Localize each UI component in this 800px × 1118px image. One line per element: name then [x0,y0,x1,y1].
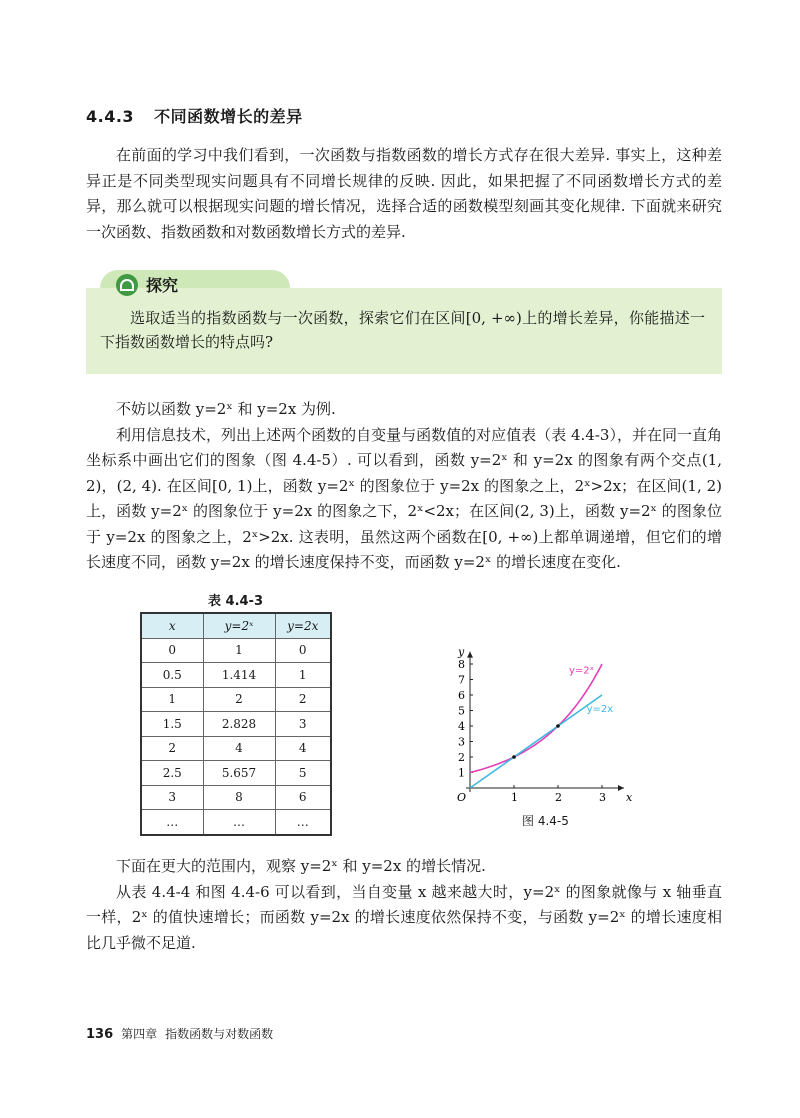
y-tick-label: 6 [458,689,465,702]
explore-label: 探究 [146,276,179,295]
body-text-2: 利用信息技术，列出上述两个函数的自变量与函数值的对应值表（表 4.4-3），并在同一直角坐标系中画出它们的图象（图 4.4-5）. 可以看到，函数 y=2ˣ 和 y=2x 的图象有两个交点(1, 2)，(2, 4). 在区间[0, 1)上，函数 y=2ˣ 的图象位于 y=2x 的图象之上，2ˣ>2x；在区间(1, 2)上，函数 y=2ˣ 的图象位于 y=2x 的图象之下，2ˣ<2x；在区间(2, 3)上，函数 y=2ˣ 的图象位于 y=2x 的图象之上，2ˣ>2x. 这表明，虽然这两个函数在[0, +∞)上都单调递增，但它们的增长速度不同，函数 y=2x 的增长速度保持不变，而函数 y=2ˣ 的增长速度在变化. [86,425,722,571]
table-cell: 1 [275,663,331,688]
body-text-3: 下面在更大的范围内，观察 y=2ˣ 和 y=2x 的增长情况. [116,857,486,875]
table-cell: 2 [203,687,275,712]
body-paragraph-2 [86,854,722,956]
table-cell: … [141,810,203,835]
table-header-cell: y=2ˣ [203,613,275,638]
table-cell: 5.657 [203,761,275,786]
table-cell: … [203,810,275,835]
y-axis-label: y [458,645,465,659]
table-row [141,638,331,663]
body-text-1: 不妨以函数 y=2ˣ 和 y=2x 为例. [116,400,336,418]
y-tick-label: 8 [458,658,465,671]
table-cell: 4 [203,736,275,761]
body-text-4: 从表 4.4-4 和图 4.4-6 可以看到，当自变量 x 越来越大时，y=2ˣ 的图象就像与 x 轴垂直一样，2ˣ 的值快速增长；而函数 y=2x 的增长速度依然保持不变，与函数 y=2ˣ 的增长速度相比几乎微不足道. [86,882,722,952]
series-label-linear: y=2x [586,704,614,716]
chapter-title: 指数函数与对数函数 [165,1027,274,1041]
chapter-number: 第四章 [121,1027,158,1041]
table-cell: 4 [275,736,331,761]
curve-exponential [470,664,602,773]
table-cell: 3 [275,712,331,737]
table-cell: 1.5 [141,712,203,737]
y-tick-label: 3 [458,735,465,749]
table-header-cell: x [141,613,203,638]
x-tick-label: 1 [511,791,518,804]
section-title [86,104,303,127]
y-tick-label: 4 [458,720,465,733]
table-row [141,785,331,810]
y-tick-label: 7 [458,673,465,687]
y-axis-arrow [467,652,473,658]
y-tick-label: 2 [458,751,465,764]
table-cell: 5 [275,761,331,786]
table-cell: 1.414 [203,663,275,688]
x-tick-label: 2 [555,791,562,804]
table-cell: 0 [141,638,203,663]
x-axis-arrow [618,785,624,791]
table-cell: 3 [141,785,203,810]
table-cell: 2 [275,687,331,712]
page-footer [86,1025,273,1042]
intersection-point [556,724,560,728]
x-axis-label: x [626,791,633,804]
value-table [140,612,332,836]
table-row [141,712,331,737]
y-tick-label: 1 [458,766,465,780]
origin-label: O [457,791,467,804]
intersection-point [512,755,516,759]
table-header-cell: y=2x [275,613,331,638]
function-graph [450,640,650,810]
table-caption: 表 4.4-3 [208,594,263,609]
line-linear [470,695,602,788]
table-row [141,663,331,688]
explore-header [116,273,178,296]
table-header-row [141,613,331,638]
y-tick-label: 5 [458,704,465,718]
table-cell: 8 [203,785,275,810]
table-row [141,761,331,786]
table-cell: 1 [141,687,203,712]
explore-text: 选取适当的指数函数与一次函数，探索它们在区间[0, +∞)上的增长差异，你能描述一下指数函数增长的特点吗? [100,309,705,351]
table-cell: 2.828 [203,712,275,737]
intro-paragraph [86,143,722,245]
table-cell: 2.5 [141,761,203,786]
figure-caption: 图 4.4-5 [522,814,569,828]
body-paragraph-1 [86,397,722,576]
section-number: 4.4.3 [86,107,135,126]
table-row [141,687,331,712]
table-row [141,736,331,761]
page-number: 136 [86,1027,114,1042]
table-cell: 2 [141,736,203,761]
table-row [141,810,331,835]
x-tick-label: 3 [599,791,606,804]
table-cell: 0.5 [141,663,203,688]
table-cell: 0 [275,638,331,663]
table-cell: 6 [275,785,331,810]
table-cell: 1 [203,638,275,663]
intro-text: 在前面的学习中我们看到，一次函数与指数函数的增长方式存在很大差异. 事实上，这种差异正是不同类型现实问题具有不同增长规律的反映. 因此，如果把握了不同函数增长方式的差异，那么就可以根据现实问题的增长情况，选择合适的函数模型刻画其变化规律. 下面就来研究一次函数、指数函数和对数函数增长方式的差异. [86,146,722,241]
section-heading: 不同函数增长的差异 [154,107,303,126]
table-cell: … [275,810,331,835]
explore-icon [116,274,138,296]
series-label-exponential: y=2ˣ [569,665,595,677]
